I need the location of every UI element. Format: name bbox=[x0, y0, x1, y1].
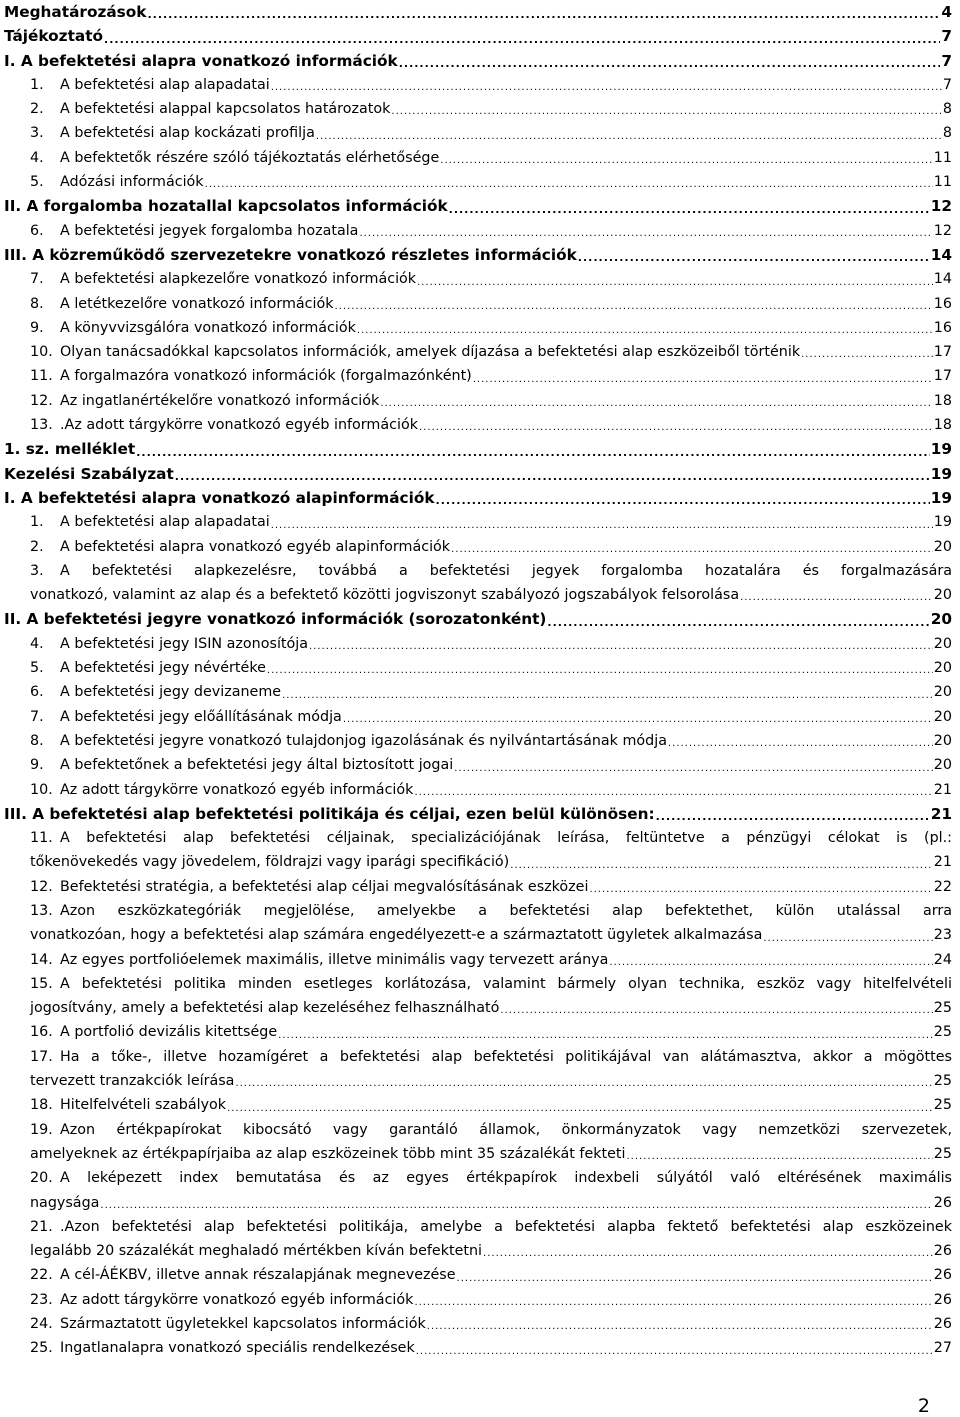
toc-entry-number: 16. bbox=[30, 1024, 53, 1041]
toc-entry[interactable] bbox=[4, 948, 952, 972]
toc-entry-number: 17. bbox=[30, 1048, 53, 1065]
toc-entry-title-cont: vonatkozóan, hogy a befektetési alap számára engedélyezett-e a származtatott ügyletek alkalmazása bbox=[30, 927, 763, 944]
toc-entry[interactable] bbox=[4, 97, 952, 121]
toc-entry[interactable] bbox=[4, 1166, 952, 1215]
toc-entry-number: 23. bbox=[30, 1291, 53, 1308]
toc-leader-dots bbox=[278, 1027, 933, 1045]
toc-entry-title: Az adott tárgykörre vonatkozó egyéb információk bbox=[60, 781, 414, 798]
toc-leader-dots bbox=[457, 1270, 933, 1288]
toc-entry-title: A befektetési jegyre vonatkozó tulajdonjog igazolásának és nyilvántartásának módja bbox=[60, 732, 667, 749]
toc-entry-page: 16 bbox=[933, 319, 952, 336]
toc-leader-dots bbox=[335, 298, 933, 316]
toc-entry-number: 10. bbox=[30, 344, 53, 361]
toc-entry[interactable] bbox=[4, 1215, 952, 1264]
toc-entry-number: 14. bbox=[30, 951, 53, 968]
toc-entry-title: .Azon befektetési alap befektetési politikája, amelybe a befektetési alapba fektető befektetési alap eszközeinek bbox=[60, 1218, 952, 1235]
toc-entry-title: A leképezett index bemutatása és az egyes értékpapírok indexbeli súlyától való eltérésének maximális bbox=[60, 1170, 952, 1187]
toc-entry-title: I. A befektetési alapra vonatkozó információk bbox=[4, 51, 398, 70]
toc-entry-page: 21 bbox=[933, 854, 952, 871]
toc-entry-title-cont: jogosítvány, amely a befektetési alap kezeléséhez felhasználható bbox=[30, 1000, 500, 1017]
toc-entry-title: Az adott tárgykörre vonatkozó egyéb információk bbox=[60, 1291, 414, 1308]
toc-entry-page: 25 bbox=[933, 1000, 952, 1017]
toc-entry[interactable] bbox=[4, 875, 952, 899]
page-number: 2 bbox=[917, 1395, 930, 1417]
toc-entry-title: A befektetési jegy devizaneme bbox=[60, 684, 282, 701]
toc-entry-title: Azon eszközkategóriák megjelölése, amelyekbe a befektetési alap befektethet, külön utalással arra bbox=[60, 902, 952, 919]
toc-leader-dots bbox=[449, 201, 930, 219]
toc-entry-page: 8 bbox=[942, 101, 952, 118]
toc-entry-page: 19 bbox=[930, 488, 952, 507]
toc-heading[interactable] bbox=[4, 607, 952, 631]
toc-entry-number: 2. bbox=[30, 101, 44, 118]
toc-leader-dots bbox=[436, 492, 930, 510]
toc-entry-page: 20 bbox=[933, 732, 952, 749]
toc-entry-page: 20 bbox=[933, 587, 952, 604]
toc-entry-page: 18 bbox=[933, 417, 952, 434]
toc-leader-dots bbox=[454, 760, 933, 778]
toc-entry[interactable] bbox=[4, 121, 952, 145]
toc-entry-page: 21 bbox=[933, 781, 952, 798]
toc-entry-number: 21. bbox=[30, 1218, 53, 1235]
toc-entry[interactable] bbox=[4, 1263, 952, 1287]
toc-entry-number: 3. bbox=[30, 562, 44, 579]
toc-entry-number: 1. bbox=[30, 514, 44, 531]
toc-entry-page: 26 bbox=[933, 1243, 952, 1260]
toc-entry-number: 4. bbox=[30, 635, 44, 652]
toc-leader-dots bbox=[801, 346, 933, 364]
toc-leader-dots bbox=[343, 711, 933, 729]
toc-entry-number: 19. bbox=[30, 1121, 53, 1138]
toc-entry-title: II. A forgalomba hozatallal kapcsolatos információk bbox=[4, 197, 448, 216]
toc-leader-dots bbox=[136, 444, 929, 462]
toc-entry-number: 11. bbox=[30, 368, 53, 385]
toc-entry-number: 18. bbox=[30, 1097, 53, 1114]
toc-leader-dots bbox=[589, 881, 932, 899]
toc-entry-number: 5. bbox=[30, 660, 44, 677]
toc-leader-dots bbox=[414, 784, 932, 802]
toc-entry[interactable] bbox=[4, 1020, 952, 1044]
toc-leader-dots bbox=[500, 1002, 932, 1020]
toc-entry-page: 18 bbox=[933, 392, 952, 409]
toc-entry-title: A befektetési alapkezelőre vonatkozó információk bbox=[60, 271, 417, 288]
toc-entry[interactable] bbox=[4, 1312, 952, 1336]
toc-entry-page: 25 bbox=[933, 1097, 952, 1114]
toc-entry-title: Befektetési stratégia, a befektetési alap céljai megvalósításának eszközei bbox=[60, 878, 589, 895]
toc-leader-dots bbox=[740, 589, 933, 607]
toc-entry-number: 8. bbox=[30, 732, 44, 749]
toc-entry-title-cont: tervezett tranzakciók leírása bbox=[30, 1073, 235, 1090]
toc-heading[interactable] bbox=[4, 802, 952, 826]
toc-entry[interactable] bbox=[4, 680, 952, 704]
toc-heading[interactable] bbox=[4, 24, 952, 48]
toc-leader-dots bbox=[357, 322, 933, 340]
toc-entry-number: 9. bbox=[30, 757, 44, 774]
toc-entry-number: 13. bbox=[30, 417, 53, 434]
toc-entry-title: Olyan tanácsadókkal kapcsolatos információk, amelyek díjazása a befektetési alap eszközeiből történik bbox=[60, 344, 801, 361]
toc-entry-page: 25 bbox=[933, 1073, 952, 1090]
toc-heading[interactable] bbox=[4, 194, 952, 218]
table-of-contents bbox=[4, 0, 952, 1361]
toc-entry-number: 22. bbox=[30, 1267, 53, 1284]
toc-leader-dots bbox=[175, 468, 930, 486]
toc-entry-number: 7. bbox=[30, 271, 44, 288]
toc-entry[interactable] bbox=[4, 389, 952, 413]
toc-entry-page: 16 bbox=[933, 295, 952, 312]
toc-entry[interactable] bbox=[4, 1093, 952, 1117]
toc-entry-title-cont: tőkenövekedés vagy jövedelem, földrajzi vagy iparági specifikáció) bbox=[30, 854, 510, 871]
toc-entry-page: 12 bbox=[930, 197, 952, 216]
toc-entry-page: 19 bbox=[930, 464, 952, 483]
toc-entry-title: A cél-ÁÉKBV, illetve annak részalapjának megnevezése bbox=[60, 1267, 456, 1284]
toc-entry-number: 9. bbox=[30, 319, 44, 336]
toc-entry[interactable] bbox=[4, 826, 952, 875]
toc-entry-page: 26 bbox=[933, 1267, 952, 1284]
toc-entry-title: Származtatott ügyletekkel kapcsolatos információk bbox=[60, 1316, 426, 1333]
toc-entry-title: A befektetési alap alapadatai bbox=[60, 514, 270, 531]
toc-leader-dots bbox=[100, 1197, 932, 1215]
toc-entry-number: 2. bbox=[30, 538, 44, 555]
toc-entry-page: 24 bbox=[933, 951, 952, 968]
toc-entry-title-cont: nagysága bbox=[30, 1194, 100, 1211]
toc-entry-title: II. A befektetési jegyre vonatkozó információk (sorozatonként) bbox=[4, 610, 547, 629]
toc-leader-dots bbox=[578, 249, 930, 267]
toc-entry-page: 20 bbox=[933, 635, 952, 652]
toc-entry[interactable] bbox=[4, 364, 952, 388]
toc-leader-dots bbox=[419, 419, 933, 437]
toc-entry-number: 24. bbox=[30, 1316, 53, 1333]
toc-entry-title: Tájékoztató bbox=[4, 27, 104, 46]
toc-entry-number: 3. bbox=[30, 125, 44, 142]
toc-entry-title: A portfolió devizális kitettsége bbox=[60, 1024, 278, 1041]
toc-leader-dots bbox=[271, 79, 942, 97]
toc-leader-dots bbox=[627, 1148, 933, 1166]
toc-entry-number: 12. bbox=[30, 878, 53, 895]
toc-entry-page: 22 bbox=[933, 878, 952, 895]
toc-entry-title: Ingatlanalapra vonatkozó speciális rendelkezések bbox=[60, 1340, 415, 1357]
toc-entry-page: 26 bbox=[933, 1316, 952, 1333]
toc-entry-page: 14 bbox=[930, 245, 952, 264]
toc-leader-dots bbox=[547, 614, 929, 632]
toc-heading[interactable] bbox=[4, 486, 952, 510]
toc-entry-title: A befektetési alap alapadatai bbox=[60, 76, 270, 93]
toc-leader-dots bbox=[668, 735, 933, 753]
toc-leader-dots bbox=[271, 517, 933, 535]
toc-entry-page: 20 bbox=[933, 684, 952, 701]
toc-entry-title: Ha a tőke-, illetve hozamígéret a befektetési alap befektetési politikájával van alátámasztva, akkor a mögöttes bbox=[60, 1048, 952, 1065]
toc-entry[interactable] bbox=[4, 1118, 952, 1167]
toc-entry-title: A befektetők részére szóló tájékoztatás elérhetősége bbox=[60, 149, 440, 166]
toc-entry-title: Kezelési Szabályzat bbox=[4, 464, 174, 483]
toc-entry-number: 11. bbox=[30, 830, 53, 847]
toc-leader-dots bbox=[440, 152, 933, 170]
toc-entry-page: 26 bbox=[933, 1291, 952, 1308]
toc-entry-page: 21 bbox=[930, 804, 952, 823]
toc-leader-dots bbox=[414, 1294, 932, 1312]
toc-leader-dots bbox=[205, 176, 933, 194]
toc-entry[interactable] bbox=[4, 778, 952, 802]
toc-leader-dots bbox=[104, 31, 940, 49]
toc-entry-number: 8. bbox=[30, 295, 44, 312]
toc-entry-page: 7 bbox=[941, 51, 952, 70]
toc-leader-dots bbox=[473, 371, 933, 389]
toc-leader-dots bbox=[510, 857, 933, 875]
toc-entry-page: 14 bbox=[933, 271, 952, 288]
toc-entry-page: 12 bbox=[933, 222, 952, 239]
toc-leader-dots bbox=[267, 662, 933, 680]
toc-entry-title: A befektetési jegyek forgalomba hozatala bbox=[60, 222, 359, 239]
toc-leader-dots bbox=[380, 395, 932, 413]
toc-entry-title: A befektetési alapkezelésre, továbbá a befektetési jegyek forgalomba hozatalára és forgalmazására bbox=[60, 562, 952, 579]
toc-entry-title: Az egyes portfolióelemek maximális, illetve minimális vagy tervezett aránya bbox=[60, 951, 609, 968]
toc-entry[interactable] bbox=[4, 170, 952, 194]
toc-entry[interactable] bbox=[4, 632, 952, 656]
toc-entry-title: III. A közreműködő szervezetekre vonatkozó részletes információk bbox=[4, 245, 577, 264]
toc-entry[interactable] bbox=[4, 729, 952, 753]
toc-entry[interactable] bbox=[4, 267, 952, 291]
toc-leader-dots bbox=[451, 541, 933, 559]
toc-entry[interactable] bbox=[4, 1336, 952, 1360]
toc-entry[interactable] bbox=[4, 972, 952, 1021]
toc-entry-title: A befektetőnek a befektetési jegy által biztosított jogai bbox=[60, 757, 454, 774]
toc-leader-dots bbox=[309, 638, 933, 656]
toc-entry-number: 10. bbox=[30, 781, 53, 798]
toc-entry-title: A befektetési politika minden esetleges korlátozása, valamint bármely olyan technika, eszköz vagy hitelfelvételi bbox=[60, 975, 952, 992]
toc-leader-dots bbox=[416, 1343, 933, 1361]
toc-entry-title: A befektetési alappal kapcsolatos határozatok bbox=[60, 101, 391, 118]
toc-leader-dots bbox=[316, 128, 942, 146]
toc-entry-number: 13. bbox=[30, 902, 53, 919]
toc-entry-title: I. A befektetési alapra vonatkozó alapinformációk bbox=[4, 488, 435, 507]
toc-entry-title: Adózási információk bbox=[60, 174, 204, 191]
toc-entry[interactable] bbox=[4, 535, 952, 559]
toc-heading[interactable] bbox=[4, 462, 952, 486]
toc-entry-title: A forgalmazóra vonatkozó információk (forgalmazónként) bbox=[60, 368, 472, 385]
toc-heading[interactable] bbox=[4, 0, 952, 24]
toc-leader-dots bbox=[483, 1245, 933, 1263]
toc-entry-title: A befektetési jegy ISIN azonosítója bbox=[60, 635, 308, 652]
toc-entry-title: Azon értékpapírokat kibocsátó vagy garantáló államok, önkormányzatok vagy nemzetközi szervezetek, bbox=[60, 1121, 952, 1138]
toc-leader-dots bbox=[763, 930, 932, 948]
toc-leader-dots bbox=[227, 1100, 933, 1118]
toc-entry-page: 19 bbox=[930, 440, 952, 459]
toc-entry-number: 6. bbox=[30, 684, 44, 701]
toc-entry-page: 20 bbox=[933, 757, 952, 774]
toc-leader-dots bbox=[235, 1075, 932, 1093]
toc-entry[interactable] bbox=[4, 510, 952, 534]
toc-entry-page: 20 bbox=[933, 538, 952, 555]
toc-entry-page: 20 bbox=[933, 708, 952, 725]
toc-entry-page: 20 bbox=[933, 660, 952, 677]
toc-entry-page: 11 bbox=[933, 149, 952, 166]
toc-entry-number: 6. bbox=[30, 222, 44, 239]
toc-leader-dots bbox=[359, 225, 932, 243]
toc-entry[interactable] bbox=[4, 146, 952, 170]
toc-entry-page: 27 bbox=[933, 1340, 952, 1357]
toc-entry-page: 8 bbox=[942, 125, 952, 142]
toc-entry[interactable] bbox=[4, 292, 952, 316]
toc-entry[interactable] bbox=[4, 656, 952, 680]
toc-entry-number: 7. bbox=[30, 708, 44, 725]
toc-entry-title-cont: legalább 20 százalékát meghaladó mértékben kíván befektetni bbox=[30, 1243, 483, 1260]
toc-entry-page: 20 bbox=[930, 610, 952, 629]
toc-entry[interactable] bbox=[4, 705, 952, 729]
toc-leader-dots bbox=[656, 808, 930, 826]
toc-entry-title: Az ingatlanértékelőre vonatkozó információk bbox=[60, 392, 380, 409]
toc-entry-number: 15. bbox=[30, 975, 53, 992]
toc-entry-number: 25. bbox=[30, 1340, 53, 1357]
toc-entry[interactable] bbox=[4, 753, 952, 777]
toc-entry-page: 25 bbox=[933, 1145, 952, 1162]
toc-entry[interactable] bbox=[4, 899, 952, 948]
toc-entry-page: 26 bbox=[933, 1194, 952, 1211]
toc-entry-page: 17 bbox=[933, 368, 952, 385]
toc-entry-title: A befektetési alap kockázati profilja bbox=[60, 125, 315, 142]
toc-entry[interactable] bbox=[4, 1045, 952, 1094]
toc-entry[interactable] bbox=[4, 340, 952, 364]
toc-entry[interactable] bbox=[4, 413, 952, 437]
toc-entry-title-cont: amelyeknek az értékpapírjaiba az alap eszközeinek több mint 35 százalékát fekteti bbox=[30, 1145, 626, 1162]
toc-entry-title: A befektetési alapra vonatkozó egyéb alapinformációk bbox=[60, 538, 451, 555]
toc-leader-dots bbox=[399, 55, 941, 73]
toc-entry-title: III. A befektetési alap befektetési politikája és céljai, ezen belül különösen: bbox=[4, 804, 655, 823]
toc-heading[interactable] bbox=[4, 437, 952, 461]
toc-entry-title-cont: vonatkozó, valamint az alap és a befektető közötti jogviszonyt szabályozó jogszabályok felsorolása bbox=[30, 587, 740, 604]
toc-entry-page: 17 bbox=[933, 344, 952, 361]
toc-leader-dots bbox=[391, 103, 941, 121]
toc-entry[interactable] bbox=[4, 219, 952, 243]
toc-entry-page: 23 bbox=[933, 927, 952, 944]
toc-entry-page: 4 bbox=[941, 3, 952, 21]
toc-entry-title: Meghatározások bbox=[4, 3, 147, 21]
toc-entry-number: 12. bbox=[30, 392, 53, 409]
toc-entry-page: 11 bbox=[933, 174, 952, 191]
toc-leader-dots bbox=[147, 6, 940, 24]
toc-entry-page: 7 bbox=[941, 27, 952, 46]
toc-heading[interactable] bbox=[4, 243, 952, 267]
toc-heading[interactable] bbox=[4, 49, 952, 73]
toc-entry[interactable] bbox=[4, 559, 952, 608]
toc-entry-number: 20. bbox=[30, 1170, 53, 1187]
toc-entry-title: A befektetési jegy előállításának módja bbox=[60, 708, 342, 725]
toc-entry-number: 4. bbox=[30, 149, 44, 166]
toc-entry-title: Hitelfelvételi szabályok bbox=[60, 1097, 227, 1114]
toc-leader-dots bbox=[417, 274, 933, 292]
toc-leader-dots bbox=[609, 954, 932, 972]
toc-entry-page: 25 bbox=[933, 1024, 952, 1041]
toc-entry-title: .Az adott tárgykörre vonatkozó egyéb információk bbox=[60, 417, 418, 434]
toc-entry-page: 19 bbox=[933, 514, 952, 531]
toc-entry-title: A letétkezelőre vonatkozó információk bbox=[60, 295, 334, 312]
toc-entry-title: A befektetési alap befektetési céljainak, specializációjának leírása, feltüntetve a pénzügyi célokat is (pl.: bbox=[60, 830, 952, 847]
toc-entry[interactable] bbox=[4, 73, 952, 97]
toc-leader-dots bbox=[282, 687, 933, 705]
toc-entry-title: A befektetési jegy névértéke bbox=[60, 660, 266, 677]
toc-entry-number: 1. bbox=[30, 76, 44, 93]
toc-entry-page: 7 bbox=[942, 76, 952, 93]
toc-entry[interactable] bbox=[4, 316, 952, 340]
toc-entry-title: 1. sz. melléklet bbox=[4, 440, 136, 459]
toc-leader-dots bbox=[427, 1318, 933, 1336]
toc-entry[interactable] bbox=[4, 1288, 952, 1312]
toc-entry-title: A könyvvizsgálóra vonatkozó információk bbox=[60, 319, 356, 336]
toc-entry-number: 5. bbox=[30, 174, 44, 191]
